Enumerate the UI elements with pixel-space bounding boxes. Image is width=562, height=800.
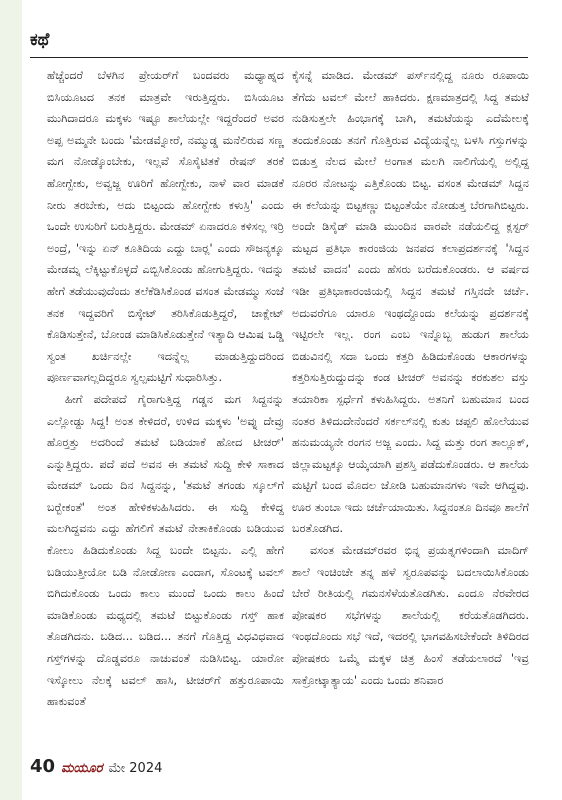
article-column-left [47,65,284,713]
page-number: 40 [30,756,56,777]
article-column-right [292,65,529,691]
paragraph: ಹೀಗೆ ಪದೇಪದೆ ಗೈರಾಗುತ್ತಿದ್ದ ಗಡ್ಡನ ಮಗ ಸಿದ್ದನನ್ನು ಎಲ್ಲೋಡ್ದು ಸಿದ್ದ! ಅಂತ ಕೇಳಿದರೆ, ಉಳಿದ ಮಕ್ಕಳು 'ಅವ್ನು ದೇವ್ರು ಹೊರ್‍ತತ್ತು ಅದರಿಂದೆ ತಮಟೆ ಬಡಿಯಾಕೆ ಹೋದ ಟೀಚರ್' ಎನ್ನುತ್ತಿದ್ದರು. ಪದೆ ಪದೆ ಅವನ ಈ ತಮಟೆ ಸುದ್ದಿ ಕೇಳಿ ಸಾಕಾದ ಮೇಡಮ್ ಒಂದು ದಿನ ಸಿದ್ದನನ್ನು, 'ತಮಟೆ ತಗಂಡು ಸ್ಕೂಲ್‌ಗೆ ಬರ್‍ಬೇಕಂತೆ' ಅಂತ ಹೇಳಿಕಳುಹಿಸಿದರು. ಈ ಸುದ್ದಿ ಕೇಳಿದ್ದ ಮಲಗಿದ್ದವನು ಎದ್ದು ಹೆಗಲಿಗೆ ತಮಟೆ ನೇತಾಕಿಕೊಂಡು ಬಡಿಯುವ ಕೋಲು ಹಿಡಿದುಕೊಂಡು ಸಿದ್ದ ಬಂದೇ ಬಿಟ್ಟನು. ಎಲ್ಲಿ ಹೇಗೆ ಬಡಿಯುತ್ತೀಯೋ ಬಡಿ ನೋಡೋಣ ಎಂದಾಗ, ಸೊಂಟಕ್ಕೆ ಟವಲ್ ಬಿಗಿದುಕೊಂಡು ಒಂದು ಕಾಲು ಮುಂದೆ ಒಂದು ಕಾಲು ಹಿಂದೆ ಮಾಡಿಕೊಂಡು ಮಧ್ಯದಲ್ಲಿ ತಮಟೆ ಬಿಟ್ಟುಕೊಂಡು ಗಸ್ತ್ ಹಾಕ ತೊಡಗಿದನು. ಬಡಿದ... ಬಡಿದ... ತನಗೆ ಗೊತ್ತಿದ್ದ ವಿಧವಿಧವಾದ ಗಸ್ತ್‌ಗಳನ್ನು ದೊಡ್ಡವರೂ ನಾಚುವಂತೆ ನುಡಿಸಿಬಿಟ್ಟ. ಯಾರೋ ಇಸ್ಕೋಲು ನೆಲಕ್ಕೆ ಟವಲ್ ಹಾಸಿ, ಟೀಚರ್‌ಗೆ ಹತ್ತುರೂಪಾಯಿ ಹಾಕುವಂತೆ [47,392,284,709]
page-footer [30,756,162,777]
section-title: ಕಥೆ [30,30,50,50]
paragraph: ವಸಂತ ಮೇಡಮ್‌ರವರ ಭಿನ್ನ ಪ್ರಯತ್ನಗಳಿಂದಾಗಿ ಮಾದಿಗ್ ಶಾಲೆ ಇಂಚಿಂಚೇ ತನ್ನ ಹಳೆ ಸ್ವರೂಪವನ್ನು ಬದಲಾಯಿಸಿಕೊಂಡು ಬೇರೆ ರೀತಿಯಲ್ಲಿ ಗಮನಸೆಳೆಯತೊಡಗಿತು. ಎಂದೂ ನೆರವೇರದ ಪೋಷಕರ ಸಭೆಗಳನ್ನು ಶಾಲೆಯಲ್ಲಿ ಕರೆಯತೊಡಗಿದರು. ಇಂಥದೊಂದು ಸಭೆ ಇದೆ, ಇದರಲ್ಲಿ ಭಾಗವಹಿಸಬೇಕೆಂದೇ ತಿಳಿದಿರದ ಪೋಷಕರು ಒಮ್ಮೆ ಮಕ್ಕಳ ಚಿತ್ರ ಹಿಂಸೆ ತಡೆಯಲಾರದೆ 'ಇವ್ರ ಸಾಕ್ರೋಟ್ಕಾತ್ಯಾಯ' ಎಂದು ಒಂದು ಶನಿವಾರ [292,544,529,687]
header-divider [30,57,528,58]
paragraph: ಕೈಸನ್ನೆ ಮಾಡಿದ. ಮೇಡಮ್ ಪರ್ಸ್‌ನಲ್ಲಿದ್ದ ನೂರು ರೂಪಾಯಿ ತೆಗೆದು ಟವಲ್ ಮೇಲೆ ಹಾಕಿದರು. ಕ್ಷಣಮಾತ್ರದಲ್ಲಿ ಸಿದ್ದ ತಮಟೆ ನುಡಿಸುತ್ತಲೇ ಹಿಂಭಾಗಕ್ಕೆ ಬಾಗಿ, ತಮಟೆಯನ್ನು ಎದೆಮೇಲಕ್ಕೆ ತಂದುಕೊಂಡು ತನಗೆ ಗೊತ್ತಿರುವ ವಿದ್ಯೆಯನ್ನೆಲ್ಲ ಬಳಸಿ ಗಸ್ತುಗಳನ್ನು ಬಿಡುತ್ತ ನೆಲದ ಮೇಲೆ ಅಂಗಾತ ಮಲಗಿ ನಾಲಿಗೆಯಲ್ಲಿ ಅಲ್ಲಿದ್ದ ನೂರರ ನೋಟನ್ನು ಎತ್ತಿಕೊಂಡು ಬಿಟ್ಟ. ವಸಂತ ಮೇಡಮ್ ಸಿದ್ದನ ಈ ಕಲೆಯನ್ನು ಬಿಟ್ಟಕಣ್ಣು ಬಿಟ್ಟಂತೆಯೇ ನೋಡುತ್ತ ಬೆರಗಾಗಿಬಿಟ್ಟರು. ಅಂದೇ ಡಿಸೈಡ್ ಮಾಡಿ ಮುಂದಿನ ವಾರವೇ ನಡೆಯಲಿದ್ದ ಕ್ಲಸ್ಟರ್ ಮಟ್ಟದ ಪ್ರತಿಭಾ ಕಾರಂಜಿಯ ಜನಪದ ಕಲಾಪ್ರದರ್ಶನಕ್ಕೆ 'ಸಿದ್ದನ ತಮಟೆ ವಾದನ' ಎಂದು ಹೆಸರು ಬರೆದುಕೊಂಡರು. ಆ ವರ್ಷದ ಇಡೀ ಪ್ರತಿಭಾಕಾರಂಜಿಯಲ್ಲಿ ಸಿದ್ದನ ತಮಟೆ ಗಸ್ತಿನದೇ ಚರ್ಚೆ. ಅದುವರೆಗೂ ಯಾರೂ ಇಂಥದ್ದೊಂದು ಕಲೆಯನ್ನು ಪ್ರದರ್ಶನಕ್ಕೆ ಇಟ್ಟಿರಲೇ ಇಲ್ಲ. ರಂಗ ಎಂಬ ಇನ್ನೊಬ್ಬ ಹುಡುಗ ಶಾಲೆಯ ಬಿಡುವಿನಲ್ಲಿ ಸದಾ ಒಂದು ಕತ್ತರಿ ಹಿಡಿದುಕೊಂಡು ಆಕಾರಗಳನ್ನು ಕತ್ತರಿಸುತ್ತಿರುದ್ದುದನ್ನು ಕಂಡ ಟೀಚರ್ ಅವನನ್ನು ಕರಕುಶಲ ವಸ್ತು ತಯಾರಿಕಾ ಸ್ಪರ್ಧೆಗೆ ಕಳುಹಿಸಿದ್ದರು. ಅತನಿಗೆ ಬಹುಮಾನ ಬಂದ ನಂತರ ತಿಳಿದುದೇನೆಂದರೆ ಸರ್ಕಲ್‌ನಲ್ಲಿ ಕುತು ಚಪ್ಪಲಿ ಹೊಲೆಯುವ ಹನುಮಯ್ಯನೇ ರಂಗನ ಅಜ್ಜ ಎಂದು. ಸಿದ್ದ ಮತ್ತು ರಂಗ ತಾಲ್ಲೂಕ್, ಜಿಲ್ಲಾಮಟ್ಟಕ್ಕೂ ಆಯ್ಕೆಯಾಗಿ ಪ್ರಶಸ್ತಿ ಪಡೆದುಕೊಂಡರು. ಆ ಶಾಲೆಯ ಮಟ್ಟಿಗೆ ಬಂದ ಮೊದಲ ಜೋಡಿ ಬಹುಮಾನಗಳು ಇವೇ ಆಗಿದ್ದವು. ಊರ ತುಂಬಾ ಇದು ಚರ್ಚೆಯಾಯಿತು. ಸಿದ್ದನಂತೂ ದಿನವೂ ಶಾಲೆಗೆ ಬರತೊಡಗಿದ. [292,69,529,536]
issue-date: ಮೇ 2024 [108,761,163,776]
page-margin-strip [0,0,22,800]
paragraph: ಹೆಚ್ಚೆಂದರೆ ಬೆಳಗಿನ ಪ್ರೇಯರ್‌ಗೆ ಬಂದವರು ಮಧ್ಯಾಹ್ನದ ಬಿಸಿಯೂಟದ ತನಕ ಮಾತ್ರವೇ ಇರುತ್ತಿದ್ದರು. ಬಿಸಿಯೂಟ ಮುಗಿದಾದರೂ ಮಕ್ಕಳು ಇಷ್ಟೂ ಶಾಲೆಯಲ್ಲೇ ಇದ್ದರೆಂದರೆ ಅವರ ಅಪ್ಪ ಅಮ್ಮನೇ ಬಂದು 'ಮೇಡಮ್ನೋರೆ, ನಮ್ಮುಡ್ಡ ಮನೆಲಿರುವ ಸಣ್ಣ ಮಗ ನೋಡ್ಕೊಂಬೇಕು, ಇಲ್ಲವೆ ಸೊಸೈಟಿತಕೆ ರೇಷನ್ ತರಕೆ ಹೋಗ್ಬೇಕು, ಅವ್ವಜ್ಜ ಊರಿಗೆ ಹೋಗ್ಬೇಕು, ನಾಳೆ ವಾರ ಮಾಡಕೆ ನೀರು ತರಬೇಕು, ಅದು ಬಿಟ್ಟಂದು ಹೋಗ್ಬೇಕು ಕಳುಸ್ರಿ' ಎಂದು ಒಂದೇ ಉಸುರಿಗೆ ಬರುತ್ತಿದ್ದರು. ಮೇಡಮ್ ಏನಾದರೂ ಕಳಿಸಲ್ಲ ಇರ್ರಿ ಅಂದ್ರೆ, 'ಇನ್ನು ಏನ್ ಕೂತಿದಿಯ ಎದ್ದು ಬಾರ್‍ಲ' ಎಂದು ಸೌಜನ್ಯಕ್ಕೂ ಮೇಡಮ್ನ ಲೆಕ್ಕಿಟ್ಟುಕೊಳ್ಳದೆ ಎಬ್ಬಿಸಿಕೊಂಡು ಹೋಗುತ್ತಿದ್ದರು. ಇದನ್ನು ಹೇಗೆ ತಡೆಯುವುದೆಂದು ತಲೆಕೆಡಿಸಿಕೊಂಡ ವಸಂತ ಮೇಡಮ್ಮು ಸಂಜೆ ತನಕ ಇದ್ದವರಿಗೆ ಬಿಸ್ಕೇಟ್ ತರಿಸಿಕೊಡುತ್ತಿದ್ದರೆ, ಚಾಕ್ಲೇಟ್ ಕೊಡಿಸುತ್ತೇನೆ, ಬೋಂಡ ಮಾಡಿಸಿಕೊಡುತ್ತೇನೆ ಇತ್ಯಾದಿ ಆಮಿಷ ಒಡ್ಡಿ ಸ್ವಂತ ಖರ್ಚಿನಲ್ಲೇ ಇದನ್ನೆಲ್ಲ ಮಾಡುತ್ತಿದ್ದುದರಿಂದ ಪೂರ್ಣವಾಗಲ್ಲದಿದ್ದರೂ ಸ್ವಲ್ಪಮಟ್ಟಿಗೆ ಸುಧಾರಿಸಿತ್ತು. [47,69,284,385]
magazine-logo: ಮಯೂರ [61,761,103,776]
